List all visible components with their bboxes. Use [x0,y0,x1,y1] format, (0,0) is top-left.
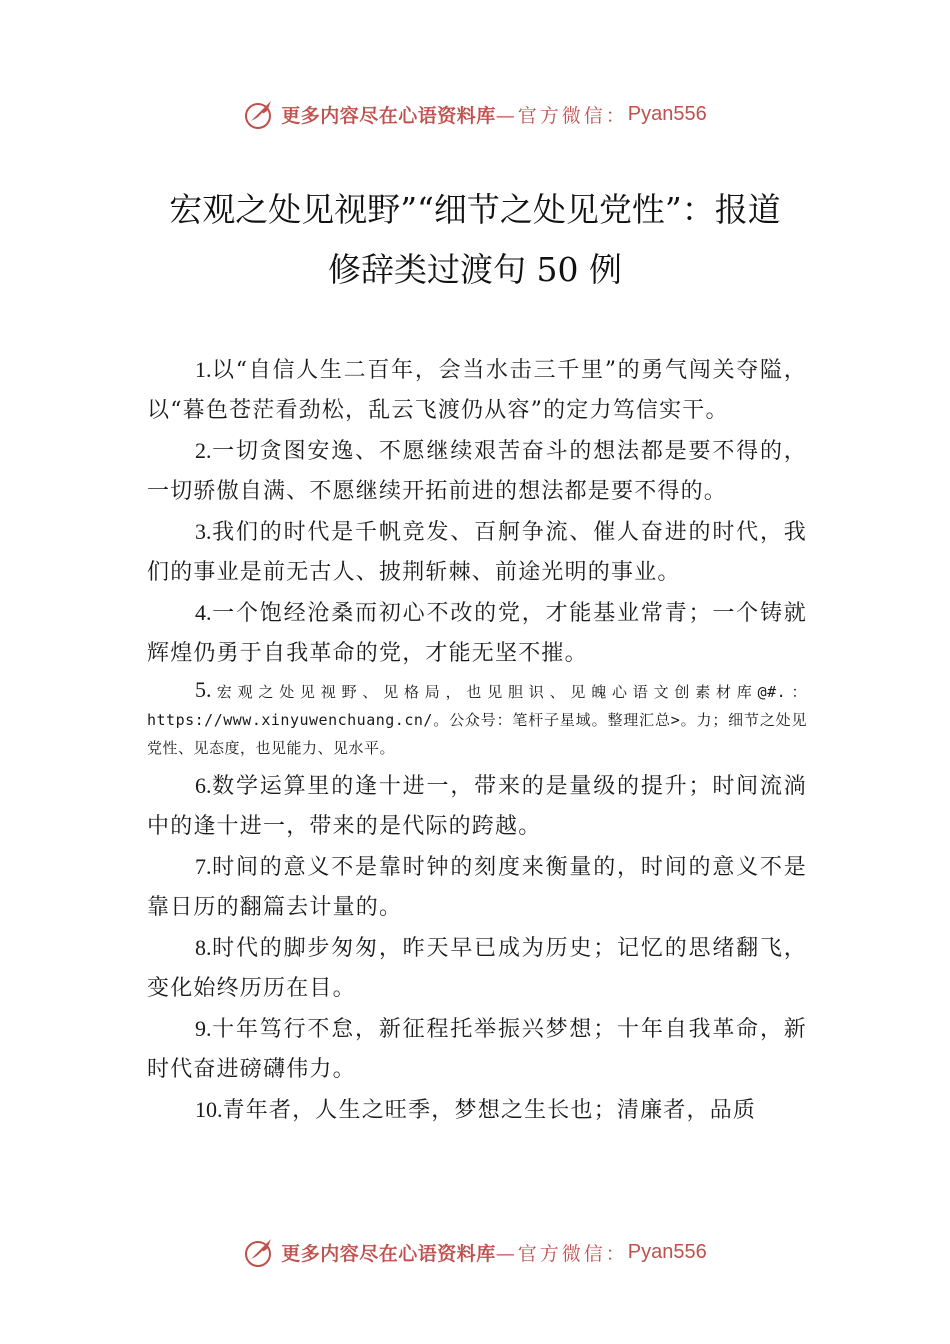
list-item: 10.青年者，人生之旺季，梦想之生长也；清廉者，品质 [195,1097,757,1123]
banner-text: 更多内容尽在心语资料库 [281,1242,496,1265]
list-item: 9.十年笃行不怠，新征程托举振兴梦想；十年自我革命，新时代奋进磅礴伟力。 [147,1016,807,1082]
title-line-1: 宏观之处见视野”“细节之处见党性”：报道 [169,190,781,229]
list-item: 3.我们的时代是千帆竞发、百舸争流、催人奋进的时代，我们的事业是前无古人、披荆斩棘、前途光明的事业。 [147,519,807,585]
list-item: 5.宏观之处见视野、见格局，也见胆识、见魄心语文创素材库@#.：https://www.xinyuwenchuang.cn/。公众号：笔杆子星域。整理汇总>。力；细节之处见党性、见态度，也见能力、见水平。 [147,677,807,757]
banner-wechat-id: Pyan556 [627,102,707,125]
banner-wechat-label: —官方微信： [495,1242,628,1265]
list-item: 1.以“自信人生二百年，会当水击三千里”的勇气闯关夺隘，以“暮色苍茫看劲松，乱云飞渡仍从容”的定力笃信实干。 [147,357,807,423]
footer-watermark-banner [0,1232,950,1272]
list-item: 7.时间的意义不是靠时钟的刻度来衡量的，时间的意义不是靠日历的翻篇去计量的。 [147,854,807,920]
banner-wechat-id: Pyan556 [627,1240,707,1263]
document-body [147,350,807,1131]
banner-wechat-label: —官方微信： [495,104,628,127]
list-item: 8.时代的脚步匆匆，昨天早已成为历史；记忆的思绪翻飞，变化始终历历在目。 [147,935,807,1001]
header-watermark-banner [0,94,950,134]
document-title [100,180,850,300]
quill-logo-icon [243,97,277,131]
quill-logo-icon [243,1235,277,1269]
title-line-2: 修辞类过渡句 50 例 [328,250,622,289]
list-item: 2.一切贪图安逸、不愿继续艰苦奋斗的想法都是要不得的，一切骄傲自满、不愿继续开拓前进的想法都是要不得的。 [147,438,807,504]
banner-text: 更多内容尽在心语资料库 [281,104,496,127]
list-item: 4.一个饱经沧桑而初心不改的党，才能基业常青；一个铸就辉煌仍勇于自我革命的党，才能无坚不摧。 [147,600,807,666]
list-item: 6.数学运算里的逢十进一，带来的是量级的提升；时间流淌中的逢十进一，带来的是代际的跨越。 [147,773,807,839]
